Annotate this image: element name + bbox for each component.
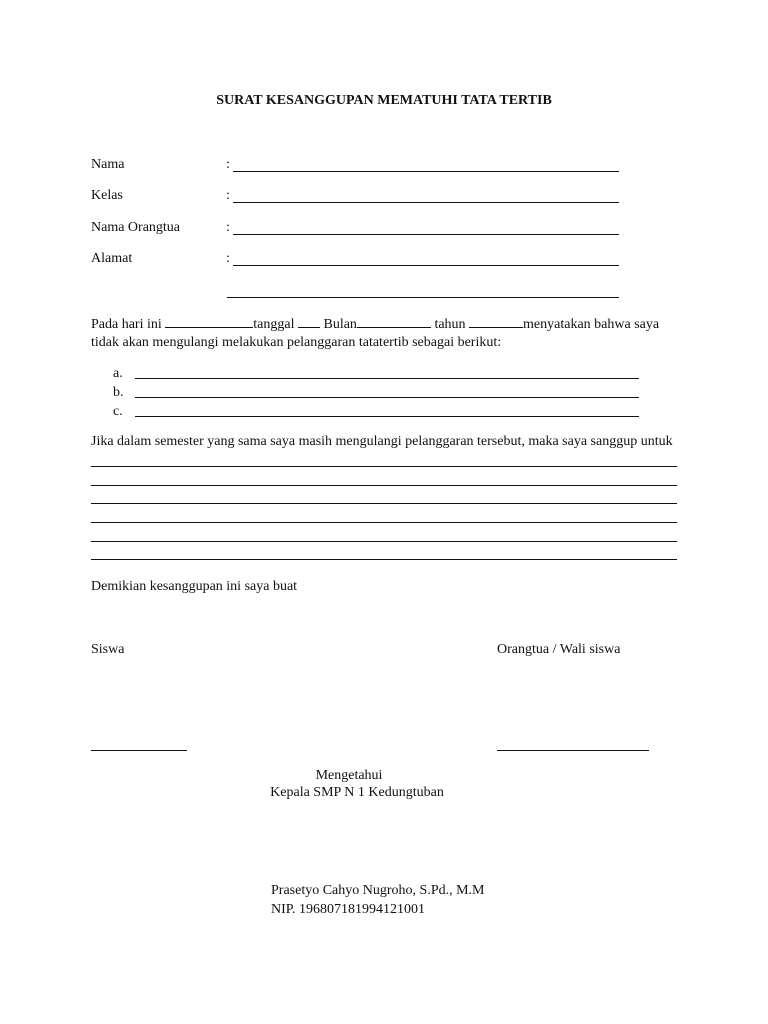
consequence-blank[interactable]: [91, 503, 677, 504]
statement-text: Pada hari ini: [91, 317, 162, 332]
field-label-alamat: Alamat: [91, 251, 133, 266]
list-marker: c.: [113, 404, 123, 419]
field-blank-kelas[interactable]: [233, 202, 619, 203]
field-label-nama: Nama: [91, 157, 125, 172]
signature-label-parent: Orangtua / Wali siswa: [497, 642, 621, 657]
field-blank-alamat[interactable]: [233, 265, 619, 266]
field-colon: :: [226, 157, 230, 172]
signature-line-student[interactable]: [91, 750, 187, 751]
signature-line-parent[interactable]: [497, 750, 649, 751]
month-blank[interactable]: [357, 315, 431, 328]
consequence-blank[interactable]: [91, 466, 677, 467]
statement-text: Bulan: [323, 317, 357, 332]
field-colon: :: [226, 188, 230, 203]
approval-acknowledged: Mengetahui: [315, 768, 383, 783]
field-blank-nama[interactable]: [233, 171, 619, 172]
violation-blank-b[interactable]: [135, 397, 639, 398]
list-marker: a.: [113, 366, 123, 381]
closing-text: Demikian kesanggupan ini saya buat: [91, 579, 298, 594]
violation-blank-c[interactable]: [135, 416, 639, 417]
consequence-text: Jika dalam semester yang sama saya masih mengulangi pelanggaran tersebut, maka saya sanggup untuk: [91, 434, 673, 449]
violation-blank-a[interactable]: [135, 378, 639, 379]
list-marker: b.: [113, 385, 124, 400]
field-colon: :: [226, 220, 230, 235]
consequence-blank[interactable]: [91, 559, 677, 560]
principal-name: Prasetyo Cahyo Nugroho, S.Pd., M.M: [271, 883, 485, 898]
principal-nip: NIP. 196807181994121001: [271, 902, 426, 917]
date-blank[interactable]: [298, 315, 320, 328]
field-blank-alamat-2[interactable]: [227, 297, 619, 298]
field-label-nama-orangtua: Nama Orangtua: [91, 220, 181, 235]
signature-label-student: Siswa: [91, 642, 125, 657]
day-blank[interactable]: [165, 315, 253, 328]
statement-text: tahun: [434, 317, 466, 332]
consequence-blank[interactable]: [91, 522, 677, 523]
field-label-kelas: Kelas: [91, 188, 123, 203]
statement-line-2: tidak akan mengulangi melakukan pelanggaran tatatertib sebagai berikut:: [91, 335, 502, 350]
field-blank-nama-orangtua[interactable]: [233, 234, 619, 235]
statement-text: tanggal: [253, 317, 295, 332]
consequence-blank[interactable]: [91, 541, 677, 542]
document-title: SURAT KESANGGUPAN MEMATUHI TATA TERTIB: [216, 93, 552, 108]
consequence-blank[interactable]: [91, 485, 677, 486]
statement-line-1: [91, 315, 659, 334]
statement-text: menyatakan bahwa saya: [523, 317, 660, 332]
approval-title: Kepala SMP N 1 Kedungtuban: [270, 785, 444, 800]
field-colon: :: [226, 251, 230, 266]
year-blank[interactable]: [469, 315, 523, 328]
